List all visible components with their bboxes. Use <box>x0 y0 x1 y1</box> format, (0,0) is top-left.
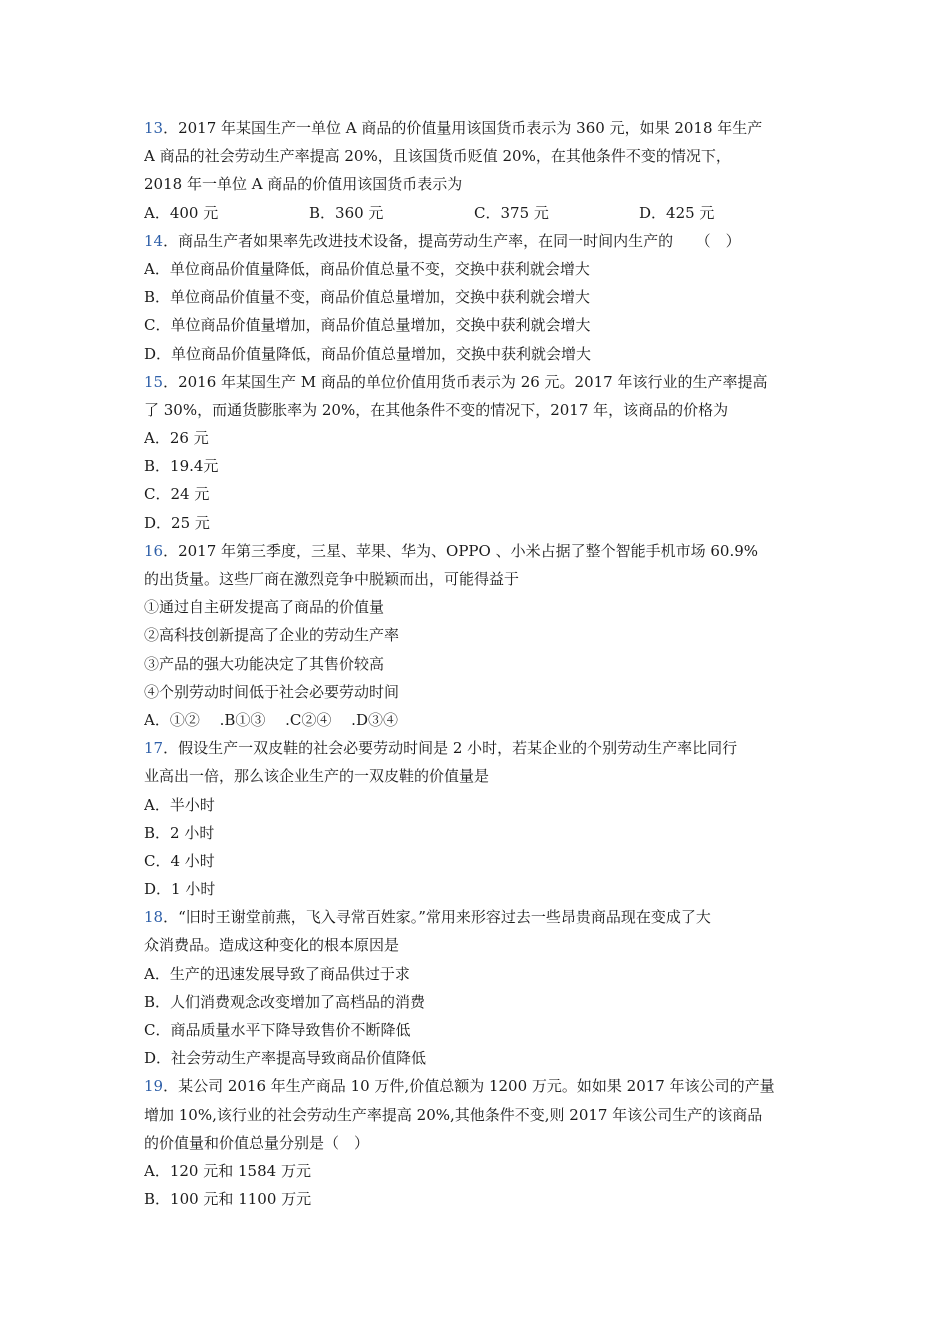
question-16-options: A．①② .B①③ .C②④ .D③④ <box>144 710 398 729</box>
question-19-stem-line-2: 增加 10%,该行业的社会劳动生产率提高 20%,其他条件不变,则 2017 年该公司生产的该商品 <box>144 1105 763 1124</box>
question-14-stem-line-1 <box>144 227 814 255</box>
question-13-stem-line-3: 2018 年一单位 A 商品的价值用该国货币表示为 <box>144 175 463 194</box>
option-d: D．1 小时 <box>144 880 216 899</box>
question-number: 19 <box>144 1077 164 1096</box>
question-15-stem-line-1 <box>144 368 814 396</box>
question-13-options <box>144 199 814 227</box>
option-a: A．400 元 <box>144 203 219 222</box>
option-a: A．生产的迅速发展导致了商品供过于求 <box>144 964 410 983</box>
question-list <box>144 114 814 1213</box>
option-a: A．单位商品价值量降低，商品价值总量不变，交换中获利就会增大 <box>144 259 590 278</box>
question-number: 17 <box>144 739 164 758</box>
option-d: D．社会劳动生产率提高导致商品价值降低 <box>144 1049 427 1068</box>
question-number: 14 <box>144 231 164 250</box>
statement-4: ④个别劳动时间低于社会必要劳动时间 <box>144 682 400 701</box>
question-17-stem-line-2: 业高出一倍，那么该企业生产的一双皮鞋的价值量是 <box>144 767 490 786</box>
option-c: C．4 小时 <box>144 851 215 870</box>
question-19 <box>144 1072 814 1213</box>
question-13-stem-line-1 <box>144 114 814 142</box>
question-text: ．2017 年某国生产一单位 A 商品的价值量用该国货币表示为 360 元，如果 2018 年生产 <box>163 119 763 137</box>
question-text: ．2017 年第三季度，三星、苹果、华为、OPPO 、小米占据了整个智能手机市场 60.9% <box>163 541 759 560</box>
option-d: D．25 元 <box>144 513 210 532</box>
question-text: ．2016 年某国生产 M 商品的单位价值用货币表示为 26 元。2017 年该行业的生产率提高 <box>163 372 768 391</box>
question-text: ．商品生产者如果率先改进技术设备，提高劳动生产率，在同一时间内生产的 （ ） <box>163 231 741 250</box>
option-b: B．单位商品价值量不变，商品价值总量增加，交换中获利就会增大 <box>144 288 591 307</box>
statement-3: ③产品的强大功能决定了其售价较高 <box>144 654 385 673</box>
option-a: A．半小时 <box>144 795 215 814</box>
question-text: ．“旧时王谢堂前燕，飞入寻常百姓家。”常用来形容过去一些昂贵商品现在变成了大 <box>163 908 711 927</box>
option-c: C．375 元 <box>474 203 549 222</box>
question-number: 15 <box>144 372 164 391</box>
question-16-stem-line-2: 的出货量。这些厂商在激烈竞争中脱颖而出，可能得益于 <box>144 570 520 588</box>
option-c: C．单位商品价值量增加，商品价值总量增加，交换中获利就会增大 <box>144 316 591 335</box>
question-19-stem-line-1 <box>144 1072 814 1100</box>
option-d: D．425 元 <box>639 203 715 222</box>
question-18-stem-line-2: 众消费品。造成这种变化的根本原因是 <box>144 936 400 955</box>
question-17 <box>144 734 814 903</box>
option-a: A．26 元 <box>144 429 209 448</box>
question-16 <box>144 537 814 734</box>
option-b: B．19.4元 <box>144 457 219 476</box>
option-b: B．人们消费观念改变增加了高档品的消费 <box>144 992 426 1011</box>
question-13-stem-line-2: A 商品的社会劳动生产率提高 20%，且该国货币贬值 20%，在其他条件不变的情况下， <box>144 147 731 166</box>
question-text: ．假设生产一双皮鞋的社会必要劳动时间是 2 小时，若某企业的个别劳动生产率比同行 <box>163 739 738 758</box>
question-15 <box>144 368 814 537</box>
question-text: ．某公司 2016 年生产商品 10 万件,价值总额为 1200 万元。如如果 2017 年该公司的产量 <box>163 1077 775 1096</box>
option-a: A．120 元和 1584 万元 <box>144 1161 311 1180</box>
statement-1: ①通过自主研发提高了商品的价值量 <box>144 598 385 617</box>
question-17-stem-line-1 <box>144 734 814 762</box>
question-18-stem-line-1 <box>144 903 814 931</box>
question-13 <box>144 114 814 227</box>
question-18 <box>144 903 814 1072</box>
option-c: C．24 元 <box>144 485 210 504</box>
question-15-stem-line-2: 了 30%，而通货膨胀率为 20%，在其他条件不变的情况下，2017 年，该商品的价格为 <box>144 400 729 419</box>
question-number: 16 <box>144 541 164 560</box>
option-d: D．单位商品价值量降低，商品价值总量增加，交换中获利就会增大 <box>144 344 592 363</box>
option-b: B．2 小时 <box>144 823 215 842</box>
option-b: B．360 元 <box>309 203 384 222</box>
option-c: C．商品质量水平下降导致售价不断降低 <box>144 1021 411 1039</box>
question-number: 13 <box>144 119 164 137</box>
statement-2: ②高科技创新提高了企业的劳动生产率 <box>144 626 400 645</box>
option-b: B．100 元和 1100 万元 <box>144 1190 312 1209</box>
question-number: 18 <box>144 908 164 927</box>
question-16-stem-line-1 <box>144 537 814 565</box>
question-19-stem-line-3: 的价值量和价值总量分别是（ ） <box>144 1133 370 1152</box>
question-14 <box>144 227 814 368</box>
